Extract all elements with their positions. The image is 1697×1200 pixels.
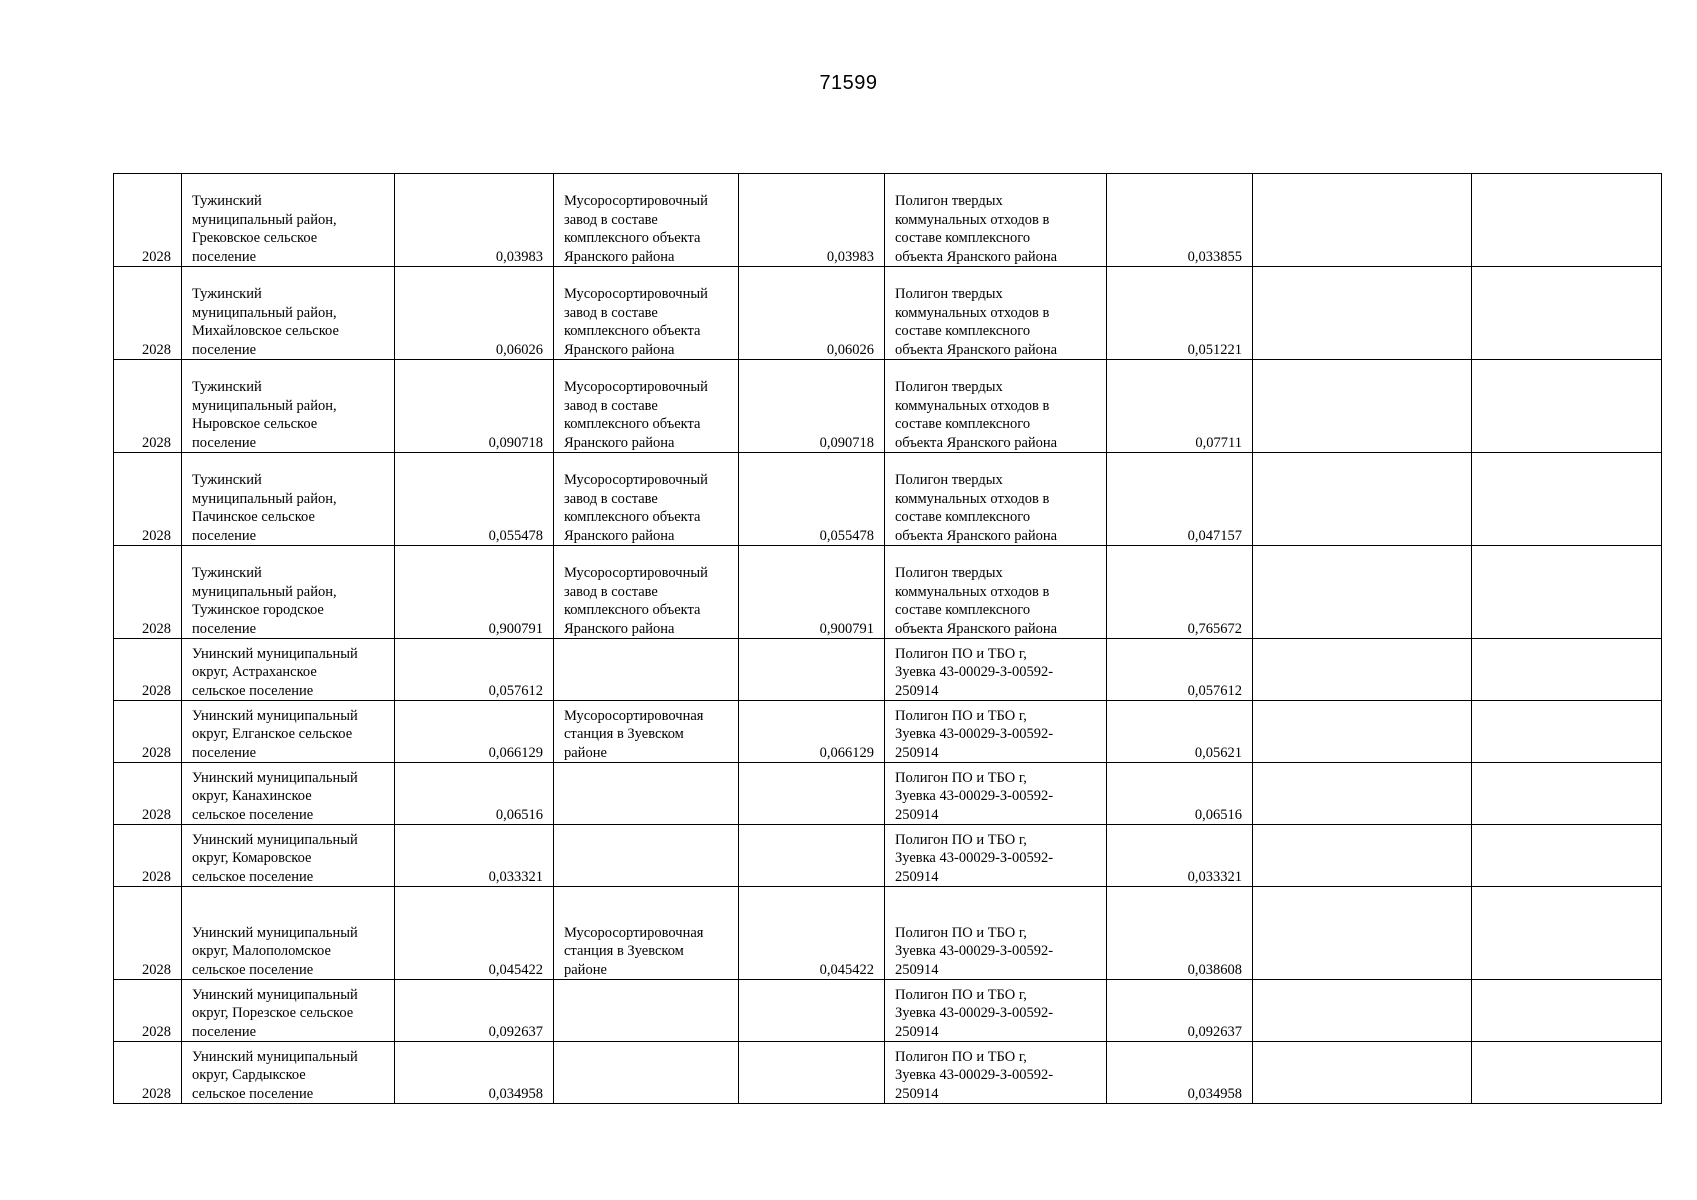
disposal-facility-cell-text: Полигон ПО и ТБО г, Зуевка 43-00029-З-00592- 250914 — [895, 924, 1054, 978]
empty-cell — [1253, 825, 1472, 887]
empty-cell — [1472, 639, 1662, 701]
processing-facility-cell — [554, 763, 739, 825]
disposal-facility-cell — [885, 825, 1107, 887]
year-cell-text: 2028 — [142, 744, 171, 761]
generated-volume-cell — [395, 546, 554, 639]
empty-cell — [1472, 825, 1662, 887]
disposed-volume-cell-text: 0,092637 — [1187, 1023, 1242, 1040]
year-cell — [114, 887, 182, 980]
disposal-facility-cell — [885, 887, 1107, 980]
processing-facility-cell — [554, 453, 739, 546]
year-cell — [114, 639, 182, 701]
processing-facility-cell — [554, 1042, 739, 1104]
municipality-cell — [182, 453, 395, 546]
processed-volume-cell — [739, 360, 885, 453]
generated-volume-cell-text: 0,045422 — [488, 961, 543, 978]
municipality-cell — [182, 887, 395, 980]
empty-cell — [1472, 1042, 1662, 1104]
table-row — [114, 980, 1662, 1042]
municipality-cell-text: Унинский муниципальный округ, Елганское сельское поселение — [192, 707, 358, 761]
municipality-cell-text: Тужинский муниципальный район, Михайловское сельское поселение — [192, 286, 339, 358]
disposal-facility-cell — [885, 174, 1107, 267]
disposal-facility-cell-text: Полигон твердых коммунальных отходов в составе комплексного объекта Яранского района — [895, 565, 1058, 637]
disposed-volume-cell-text: 0,05621 — [1194, 744, 1242, 761]
empty-cell — [1253, 174, 1472, 267]
year-cell — [114, 546, 182, 639]
year-cell — [114, 763, 182, 825]
disposed-volume-cell-text: 0,051221 — [1187, 341, 1242, 358]
disposed-volume-cell-text: 0,07711 — [1195, 434, 1242, 451]
empty-cell — [1253, 546, 1472, 639]
table-row — [114, 360, 1662, 453]
generated-volume-cell-text: 0,092637 — [488, 1023, 543, 1040]
generated-volume-cell-text: 0,06516 — [495, 806, 543, 823]
generated-volume-cell-text: 0,066129 — [488, 744, 543, 761]
disposed-volume-cell — [1107, 546, 1253, 639]
empty-cell — [1253, 453, 1472, 546]
empty-cell — [1472, 360, 1662, 453]
municipality-cell — [182, 701, 395, 763]
generated-volume-cell — [395, 825, 554, 887]
municipality-cell-text: Унинский муниципальный округ, Сардыкское сельское поселение — [192, 1048, 358, 1102]
year-cell-text: 2028 — [142, 620, 171, 637]
table-body — [114, 174, 1662, 1104]
generated-volume-cell-text: 0,900791 — [488, 620, 543, 637]
disposed-volume-cell — [1107, 360, 1253, 453]
disposal-facility-cell-text: Полигон ПО и ТБО г, Зуевка 43-00029-З-00592- 250914 — [895, 831, 1054, 885]
processing-facility-cell-text: Мусоросортировочный завод в составе комплексного объекта Яранского района — [564, 379, 708, 451]
year-cell — [114, 980, 182, 1042]
processed-volume-cell-text: 0,06026 — [826, 341, 874, 358]
processing-facility-cell — [554, 980, 739, 1042]
disposal-facility-cell-text: Полигон ПО и ТБО г, Зуевка 43-00029-З-00592- 250914 — [895, 986, 1054, 1040]
municipality-cell — [182, 267, 395, 360]
generated-volume-cell — [395, 267, 554, 360]
year-cell — [114, 1042, 182, 1104]
processed-volume-cell-text: 0,03983 — [826, 248, 874, 265]
disposed-volume-cell — [1107, 701, 1253, 763]
processing-facility-cell — [554, 887, 739, 980]
municipality-cell-text: Тужинский муниципальный район, Грековское сельское поселение — [192, 193, 337, 265]
processing-facility-cell-text: Мусоросортировочный завод в составе комплексного объекта Яранского района — [564, 286, 708, 358]
empty-cell — [1253, 1042, 1472, 1104]
table-row — [114, 887, 1662, 980]
disposed-volume-cell — [1107, 980, 1253, 1042]
empty-cell — [1472, 453, 1662, 546]
year-cell — [114, 360, 182, 453]
processed-volume-cell — [739, 453, 885, 546]
municipality-cell-text: Унинский муниципальный округ, Малополомское сельское поселение — [192, 924, 358, 978]
processing-facility-cell — [554, 267, 739, 360]
table-row — [114, 639, 1662, 701]
processing-facility-cell — [554, 825, 739, 887]
disposal-facility-cell — [885, 701, 1107, 763]
generated-volume-cell-text: 0,090718 — [488, 434, 543, 451]
year-cell — [114, 825, 182, 887]
empty-cell — [1253, 887, 1472, 980]
page-number: 71599 — [819, 72, 878, 94]
empty-cell — [1253, 980, 1472, 1042]
municipality-cell — [182, 174, 395, 267]
municipality-cell — [182, 825, 395, 887]
processed-volume-cell-text: 0,900791 — [819, 620, 874, 637]
table-row — [114, 546, 1662, 639]
empty-cell — [1253, 701, 1472, 763]
disposal-facility-cell — [885, 639, 1107, 701]
year-cell — [114, 267, 182, 360]
processed-volume-cell — [739, 639, 885, 701]
processing-facility-cell — [554, 639, 739, 701]
processing-facility-cell — [554, 701, 739, 763]
municipality-cell — [182, 639, 395, 701]
empty-cell — [1472, 701, 1662, 763]
disposed-volume-cell — [1107, 887, 1253, 980]
table-row — [114, 1042, 1662, 1104]
disposed-volume-cell-text: 0,057612 — [1187, 682, 1242, 699]
disposed-volume-cell-text: 0,06516 — [1194, 806, 1242, 823]
table-row — [114, 453, 1662, 546]
municipality-cell-text: Тужинский муниципальный район, Ныровское сельское поселение — [192, 379, 337, 451]
disposed-volume-cell-text: 0,033855 — [1187, 248, 1242, 265]
processed-volume-cell — [739, 546, 885, 639]
year-cell-text: 2028 — [142, 248, 171, 265]
generated-volume-cell — [395, 174, 554, 267]
empty-cell — [1253, 639, 1472, 701]
generated-volume-cell — [395, 639, 554, 701]
disposal-facility-cell-text: Полигон ПО и ТБО г, Зуевка 43-00029-З-00592- 250914 — [895, 1048, 1054, 1102]
processed-volume-cell — [739, 174, 885, 267]
generated-volume-cell-text: 0,034958 — [488, 1085, 543, 1102]
disposed-volume-cell-text: 0,047157 — [1187, 527, 1242, 544]
year-cell-text: 2028 — [142, 341, 171, 358]
year-cell — [114, 174, 182, 267]
empty-cell — [1253, 267, 1472, 360]
disposed-volume-cell — [1107, 825, 1253, 887]
disposal-facility-cell — [885, 1042, 1107, 1104]
empty-cell — [1472, 267, 1662, 360]
table-row — [114, 267, 1662, 360]
processed-volume-cell — [739, 887, 885, 980]
year-cell — [114, 701, 182, 763]
municipality-cell — [182, 546, 395, 639]
disposal-facility-cell — [885, 546, 1107, 639]
municipality-cell — [182, 360, 395, 453]
processed-volume-cell — [739, 980, 885, 1042]
municipality-cell-text: Унинский муниципальный округ, Канахинское сельское поселение — [192, 769, 358, 823]
processing-facility-cell-text: Мусоросортировочная станция в Зуевском районе — [564, 924, 704, 978]
disposal-facility-cell-text: Полигон ПО и ТБО г, Зуевка 43-00029-З-00592- 250914 — [895, 707, 1054, 761]
municipality-cell — [182, 980, 395, 1042]
year-cell — [114, 453, 182, 546]
generated-volume-cell — [395, 1042, 554, 1104]
processed-volume-cell — [739, 267, 885, 360]
year-cell-text: 2028 — [142, 868, 171, 885]
empty-cell — [1472, 546, 1662, 639]
disposed-volume-cell — [1107, 174, 1253, 267]
generated-volume-cell-text: 0,055478 — [488, 527, 543, 544]
disposal-facility-cell-text: Полигон ПО и ТБО г, Зуевка 43-00029-З-00592- 250914 — [895, 645, 1054, 699]
year-cell-text: 2028 — [142, 806, 171, 823]
empty-cell — [1472, 887, 1662, 980]
municipality-cell-text: Унинский муниципальный округ, Комаровское сельское поселение — [192, 831, 358, 885]
processed-volume-cell — [739, 1042, 885, 1104]
year-cell-text: 2028 — [142, 434, 171, 451]
table-row — [114, 701, 1662, 763]
empty-cell — [1472, 174, 1662, 267]
table-row — [114, 825, 1662, 887]
table-row — [114, 763, 1662, 825]
generated-volume-cell — [395, 453, 554, 546]
disposed-volume-cell — [1107, 1042, 1253, 1104]
processing-facility-cell — [554, 174, 739, 267]
year-cell-text: 2028 — [142, 682, 171, 699]
disposal-facility-cell — [885, 360, 1107, 453]
empty-cell — [1253, 763, 1472, 825]
disposed-volume-cell — [1107, 639, 1253, 701]
generated-volume-cell — [395, 887, 554, 980]
disposed-volume-cell-text: 0,038608 — [1187, 961, 1242, 978]
generated-volume-cell-text: 0,057612 — [488, 682, 543, 699]
disposal-facility-cell-text: Полигон твердых коммунальных отходов в составе комплексного объекта Яранского района — [895, 379, 1058, 451]
generated-volume-cell — [395, 360, 554, 453]
disposed-volume-cell-text: 0,034958 — [1187, 1085, 1242, 1102]
processed-volume-cell — [739, 701, 885, 763]
disposal-facility-cell-text: Полигон твердых коммунальных отходов в составе комплексного объекта Яранского района — [895, 286, 1058, 358]
disposed-volume-cell-text: 0,033321 — [1187, 868, 1242, 885]
disposal-facility-cell — [885, 763, 1107, 825]
processing-facility-cell — [554, 546, 739, 639]
municipality-cell — [182, 1042, 395, 1104]
generated-volume-cell — [395, 763, 554, 825]
disposal-facility-cell — [885, 980, 1107, 1042]
disposal-facility-cell-text: Полигон твердых коммунальных отходов в составе комплексного объекта Яранского района — [895, 193, 1058, 265]
disposed-volume-cell-text: 0,765672 — [1187, 620, 1242, 637]
disposed-volume-cell — [1107, 763, 1253, 825]
municipality-cell-text: Унинский муниципальный округ, Астраханское сельское поселение — [192, 645, 358, 699]
empty-cell — [1472, 763, 1662, 825]
processed-volume-cell-text: 0,055478 — [819, 527, 874, 544]
generated-volume-cell — [395, 980, 554, 1042]
disposal-facility-cell — [885, 453, 1107, 546]
generated-volume-cell-text: 0,033321 — [488, 868, 543, 885]
municipality-cell-text: Унинский муниципальный округ, Порезское сельское поселение — [192, 986, 358, 1040]
empty-cell — [1472, 980, 1662, 1042]
generated-volume-cell-text: 0,03983 — [495, 248, 543, 265]
processing-facility-cell-text: Мусоросортировочный завод в составе комплексного объекта Яранского района — [564, 565, 708, 637]
year-cell-text: 2028 — [142, 961, 171, 978]
year-cell-text: 2028 — [142, 1085, 171, 1102]
processed-volume-cell — [739, 763, 885, 825]
generated-volume-cell — [395, 701, 554, 763]
disposal-facility-cell — [885, 267, 1107, 360]
processing-facility-cell — [554, 360, 739, 453]
disposed-volume-cell — [1107, 453, 1253, 546]
empty-cell — [1253, 360, 1472, 453]
processed-volume-cell-text: 0,045422 — [819, 961, 874, 978]
municipality-cell — [182, 763, 395, 825]
processing-facility-cell-text: Мусоросортировочная станция в Зуевском районе — [564, 707, 704, 761]
generated-volume-cell-text: 0,06026 — [495, 341, 543, 358]
table-row — [114, 174, 1662, 267]
municipality-cell-text: Тужинский муниципальный район, Тужинское городское поселение — [192, 565, 337, 637]
municipality-cell-text: Тужинский муниципальный район, Пачинское сельское поселение — [192, 472, 337, 544]
waste-flow-table — [113, 173, 1662, 1104]
year-cell-text: 2028 — [142, 1023, 171, 1040]
year-cell-text: 2028 — [142, 527, 171, 544]
processed-volume-cell — [739, 825, 885, 887]
processed-volume-cell-text: 0,090718 — [819, 434, 874, 451]
processing-facility-cell-text: Мусоросортировочный завод в составе комплексного объекта Яранского района — [564, 472, 708, 544]
processing-facility-cell-text: Мусоросортировочный завод в составе комплексного объекта Яранского района — [564, 193, 708, 265]
disposal-facility-cell-text: Полигон твердых коммунальных отходов в составе комплексного объекта Яранского района — [895, 472, 1058, 544]
disposed-volume-cell — [1107, 267, 1253, 360]
disposal-facility-cell-text: Полигон ПО и ТБО г, Зуевка 43-00029-З-00592- 250914 — [895, 769, 1054, 823]
processed-volume-cell-text: 0,066129 — [819, 744, 874, 761]
